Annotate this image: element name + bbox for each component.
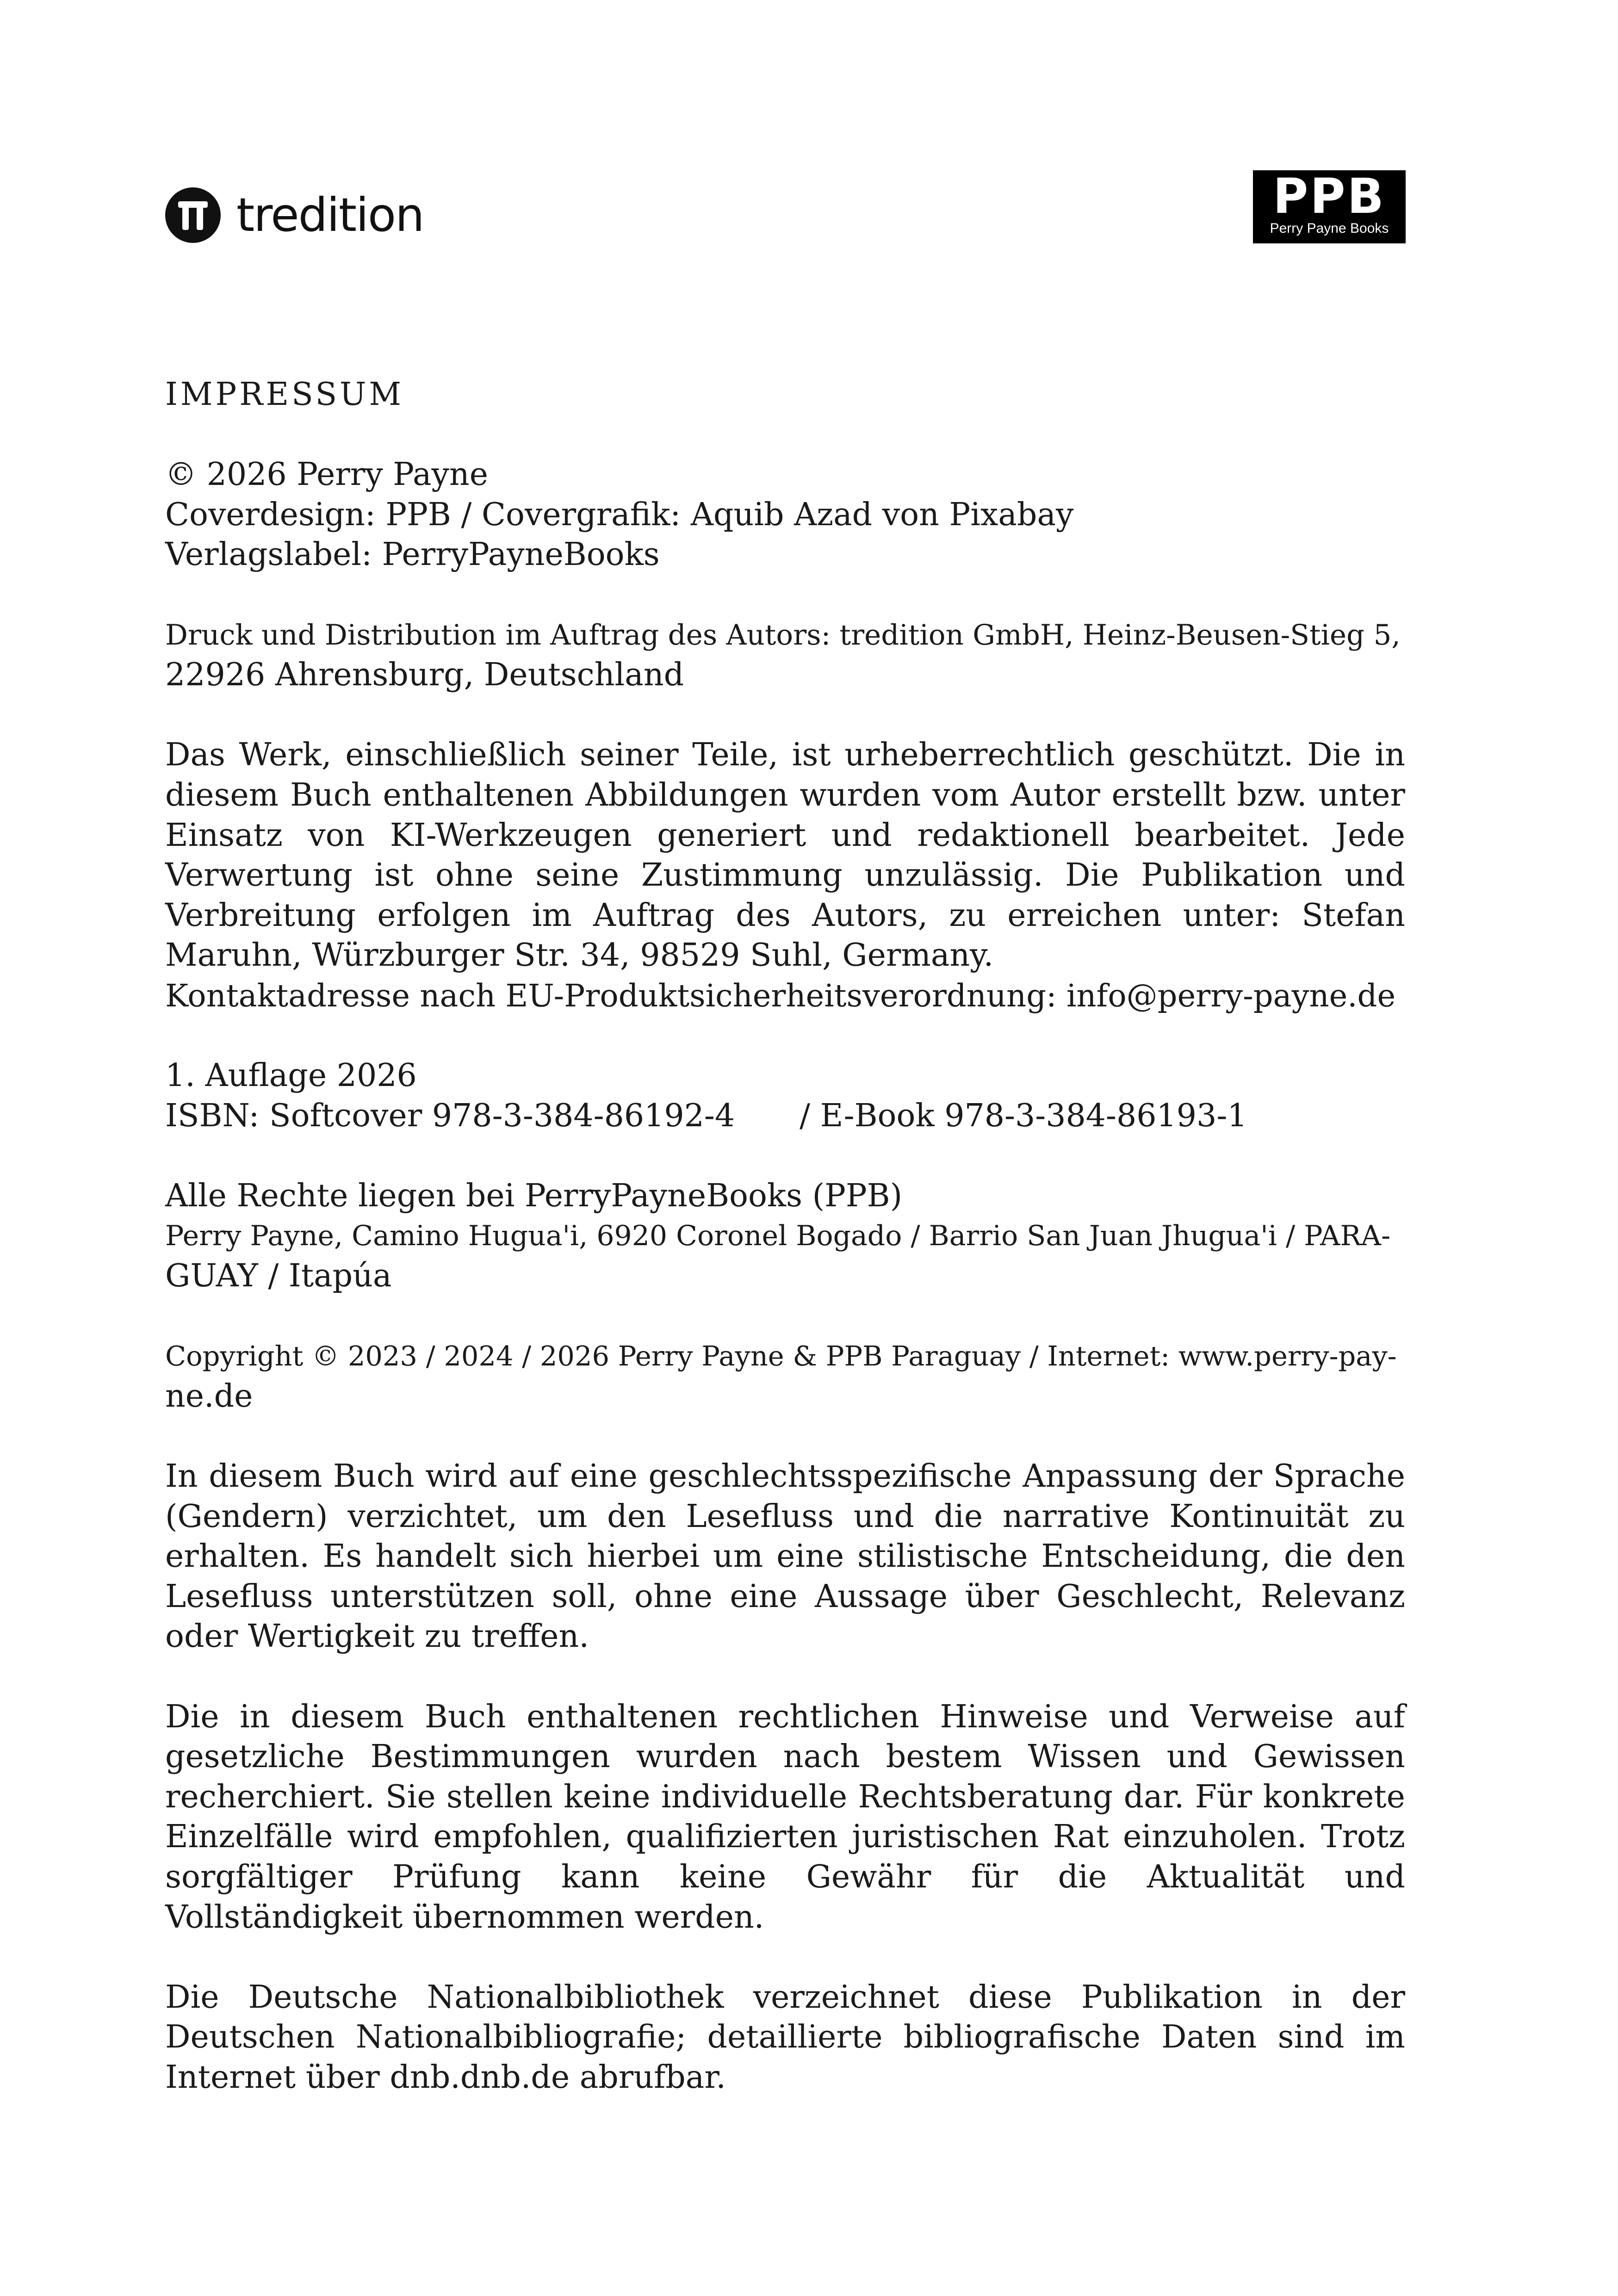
ppb-logo	[1253, 170, 1406, 243]
isbn-ebook: / E-Book 978-3-384-86193-1	[800, 1097, 1247, 1134]
tredition-t-circle-icon	[165, 187, 221, 243]
auflage-block	[165, 1056, 1405, 1136]
ppb-logo-letters: PPB	[1273, 168, 1386, 224]
copyright-block	[165, 1336, 1405, 1416]
imprint-content	[165, 375, 1405, 2138]
gendern-paragraph: In diesem Buch wird auf eine geschlechtsspezifische Anpassung der Sprache (Gendern) verzichtet, um den Lesefluss und die narrative Kontinuität zu erhalten. Es handelt sich hierbei um eine stilistische Entscheidung, die den Lesefluss unterstützen soll, ohne eine Aussage über Geschlecht, Relevanz oder Wertigkeit zu treffen.	[165, 1458, 1405, 1655]
druck-line-2: 22926 Ahrensburg, Deutschland	[165, 657, 684, 694]
label-line: Verlagslabel: PerryPayneBooks	[165, 536, 660, 573]
rechte-line-3: GUAY / Itapúa	[165, 1258, 392, 1295]
page-title: IMPRESSUM	[165, 376, 404, 413]
isbn-line	[165, 1096, 1405, 1136]
tredition-wordmark: tredition	[236, 188, 424, 242]
legal-notice-paragraph: Die in diesem Buch enthaltenen rechtlichen Hinweise und Verweise auf gesetzliche Bestimmungen wurden nach bestem Wissen und Gewissen recherchiert. Sie stellen keine individuelle Rechtsberatung dar. Für konkrete Einzelfälle wird empfohlen, qualifizierten juristischen Rat einzuholen. Trotz sorgfältiger Prüfung kann keine Gewähr für die Aktualität und Vollständigkeit übernommen werden.	[165, 1698, 1405, 1936]
druck-block	[165, 615, 1405, 695]
isbn-softcover: ISBN: Softcover 978-3-384-86192-4	[165, 1097, 735, 1134]
copyright-line-1: Copyright © 2023 / 2024 / 2026 Perry Payne & PPB Paraguay / Internet: www.perry-pay-	[165, 1340, 1397, 1372]
tredition-logo	[165, 187, 423, 243]
rechte-block	[165, 1176, 1405, 1297]
auflage-line: 1. Auflage 2026	[165, 1057, 417, 1094]
dnb-paragraph: Die Deutsche Nationalbibliothek verzeichnet diese Publikation in der Deutschen Nationalbibliografie; detaillierte bibliografische Daten sind im Internet über dnb.dnb.de abrufbar.	[165, 1979, 1405, 2096]
werk-text: Das Werk, einschließlich seiner Teile, ist urheberrechtlich geschützt. Die in diesem Buch enthaltenen Abbildungen wurden vom Autor erstellt bzw. unter Einsatz von KI-Werkzeugen generiert und redaktionell bearbeitet. Jede Verwertung ist ohne seine Zustimmung unzulässig. Die Publikation und Verbreitung erfolgen im Auftrag des Autors, zu erreichen unter: Stefan Maruhn, Würzburger Str. 34, 98529 Suhl, Germany.	[165, 737, 1405, 974]
rechte-line-1: Alle Rechte liegen bei PerryPayneBooks (PPB)	[165, 1177, 903, 1214]
coverdesign-line: Coverdesign: PPB / Covergrafik: Aquib Azad von Pixabay	[165, 496, 1074, 533]
copyright-line: © 2026 Perry Payne	[165, 456, 488, 493]
credits-block	[165, 455, 1405, 575]
druck-line-1: Druck und Distribution im Auftrag des Autors: tredition GmbH, Heinz-Beusen-Stieg 5,	[165, 618, 1401, 652]
copyright-line-2: ne.de	[165, 1378, 253, 1415]
rechte-line-2: Perry Payne, Camino Hugua'i, 6920 Coronel Bogado / Barrio San Juan Jhugua'i / PARA-	[165, 1220, 1391, 1253]
kontakt-line: Kontaktadresse nach EU-Produktsicherheitsverordnung: info@perry-payne.de	[165, 977, 1396, 1014]
ppb-logo-subtitle: Perry Payne Books	[1270, 221, 1389, 236]
werk-block	[165, 735, 1405, 1016]
